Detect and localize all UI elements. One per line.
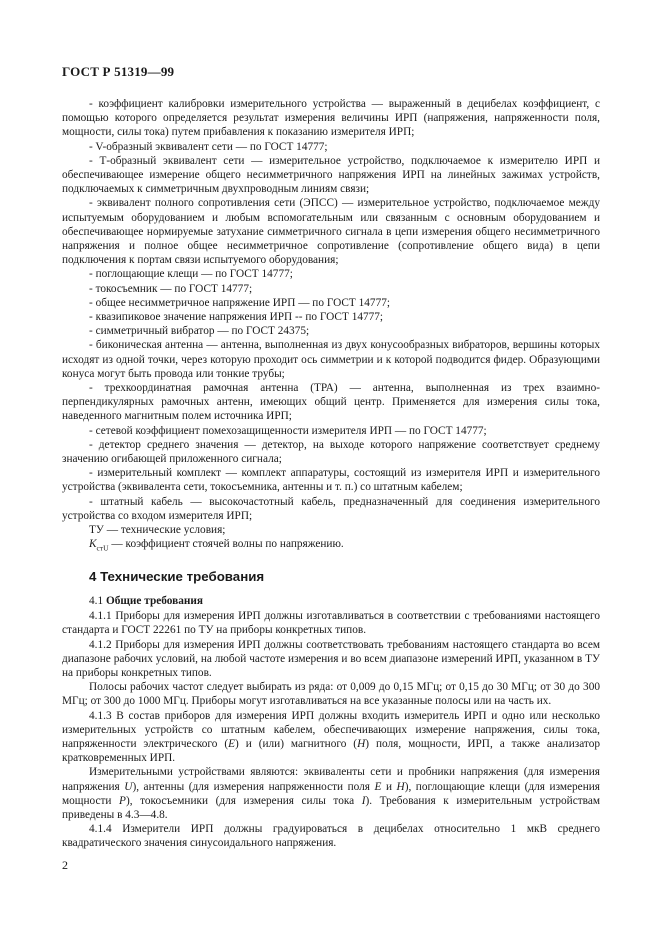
definition-item: - Т-образный эквивалент сети — измерительное устройство, подключаемое к измерителю ИРП и обеспечивающее измерение общего несимметричного напряжения ИРП на линейных зажимах устройств, подключаемых к симметричным двухпроводным линиям связи;	[62, 154, 600, 196]
abbreviation-ksv	[62, 537, 600, 555]
text-run: ), антенны (для измерения напряженности поля	[132, 780, 375, 793]
paragraph-measuring-devices	[62, 765, 600, 822]
text-run: и	[381, 780, 397, 793]
definition-item: - сетевой коэффициент помехозащищенности измерителя ИРП — по ГОСТ 14777;	[89, 424, 487, 437]
definition-item: - коэффициент калибровки измерительного устройства — выраженный в децибелах коэффициент, с помощью которого определяется результат измерения величины ИРП (напряжения, напряженности поля, мощности, силы тока) путем прибавления к показанию измерителя ИРП;	[62, 98, 600, 139]
section-title: 4 Технические требования	[89, 568, 265, 584]
symbol-e: E	[228, 737, 236, 750]
definition-item: - детектор среднего значения — детектор, на выходе которого напряжение соответствует среднему значению огибающей приложенного сигнала;	[62, 438, 600, 466]
standard-header: ГОСТ Р 51319—99	[62, 64, 175, 79]
text-run: ), поглощающие клещи (для измерения мощности	[62, 780, 600, 807]
ksv-definition: — коэффициент стоячей волны по напряжению.	[108, 538, 344, 551]
abbreviation-tu: ТУ — технические условия;	[89, 524, 226, 537]
paragraph-4-1-4: 4.1.4 Измерители ИРП должны градуироваться в децибелах относительно 1 мкВ среднего квадратического значения синусоидального напряжения.	[62, 823, 600, 850]
text-run: ) поля, мощности, ИРП, а также анализатор кратковременных ИРП.	[62, 737, 601, 765]
paragraph-frequency-bands: Полосы рабочих частот следует выбирать из ряда: от 0,009 до 0,15 МГц; от 0,15 до 30 МГц; от 30 до 300 МГц; от 300 до 1000 МГц. Приборы могут изготавливаться на все указанные полосы или на часть их.	[62, 681, 600, 708]
definition-item: - эквивалент полного сопротивления сети (ЭПСС) — измерительное устройство, подключаемое между испытуемым оборудованием и любым вспомогательным или связанным с основным оборудованием и обеспечивающее нормируемые затухание симметричного сигнала в цепи измерения общего несимметричного напряжения и полное общее несимметричное сопротивление (сопротивление общего вида) в цепи подключения к портам связи испытуемого оборудования;	[62, 197, 600, 267]
text-run: ). Требования к измерительным устройствам приведены в 4.3—4.8.	[62, 794, 600, 821]
subsection-number: 4.1	[89, 594, 104, 607]
text-run: ) и (или) магнитного (	[235, 737, 358, 750]
symbol-u: U	[124, 780, 133, 793]
text-run: Измерительными устройствами являются: эквиваленты сети и пробники напряжения (для измерения напряжения	[62, 766, 600, 793]
definition-item: - трехкоординатная рамочная антенна (ТРА) — антенна, выполненная из трех взаимно-перпендикулярных рамочных антенн, имеющих общий центр. Применяется для измерения силы тока, наведенного магнитным полем источника ИРП;	[62, 382, 600, 423]
definition-item: - V-образный эквивалент сети — по ГОСТ 14777;	[89, 140, 328, 153]
symbol-h: H	[396, 780, 405, 793]
text-run: 4.1.3 В состав приборов для измерения ИРП должны входить измеритель ИРП и одно или несколько измерительных устройств со штатным кабелем, обеспечивающих измерение напряжения, силы тока, напряженности электрического (	[62, 709, 600, 750]
definition-item: - симметричный вибратор — по ГОСТ 24375;	[89, 325, 310, 338]
ksv-symbol: K	[89, 538, 97, 551]
paragraph-4-1-2: 4.1.2 Приборы для измерения ИРП должны соответствовать требованиям настоящего стандарта во всем диапазоне рабочих условий, на любой частоте измерения и во всем диапазоне измерений ИРП, указанном в ТУ на приборы конкретных типов.	[62, 638, 600, 679]
definition-item: - квазипиковое значение напряжения ИРП -- по ГОСТ 14777;	[89, 311, 384, 324]
definition-item: - штатный кабель — высокочастотный кабель, предназначенный для соединения измерительного устройства со входом измерителя ИРП;	[62, 495, 600, 522]
definition-item: - измерительный комплект — комплект аппаратуры, состоящий из измерителя ИРП и измерительного устройства (эквивалента сети, токосъемника, антенны и т. п.) со штатным кабелем;	[62, 467, 600, 494]
symbol-p: P	[119, 794, 126, 807]
definition-item: - общее несимметричное напряжение ИРП — по ГОСТ 14777;	[89, 296, 391, 309]
paragraph-4-1-3	[62, 709, 600, 766]
symbol-e: E	[374, 780, 382, 793]
paragraph-4-1-1: 4.1.1 Приборы для измерения ИРП должны изготавливаться в соответствии с требованиями настоящего стандарта и ГОСТ 22261 по ТУ на приборы конкретных типов.	[62, 610, 600, 637]
definition-item: - поглощающие клещи — по ГОСТ 14777;	[89, 268, 293, 281]
symbol-i: I	[361, 794, 366, 807]
text-run: ), токосъемники (для измерения силы тока	[125, 794, 362, 807]
symbol-h: H	[357, 737, 366, 750]
definition-item: - биконическая антенна — антенна, выполненная из двух конусообразных вибраторов, вершины которых исходят из одной точки, через которую проходит ось симметрии и к которой подводится фидер. Образующими конуса могут быть провода или тонкие трубы;	[62, 339, 600, 380]
ksv-subscript: стU	[96, 543, 109, 553]
document-body	[62, 97, 600, 851]
subsection-heading	[62, 594, 600, 608]
page-number: 2	[62, 858, 68, 872]
subsection-title: Общие требования	[105, 594, 204, 607]
definition-item: - токосъемник — по ГОСТ 14777;	[89, 282, 253, 295]
